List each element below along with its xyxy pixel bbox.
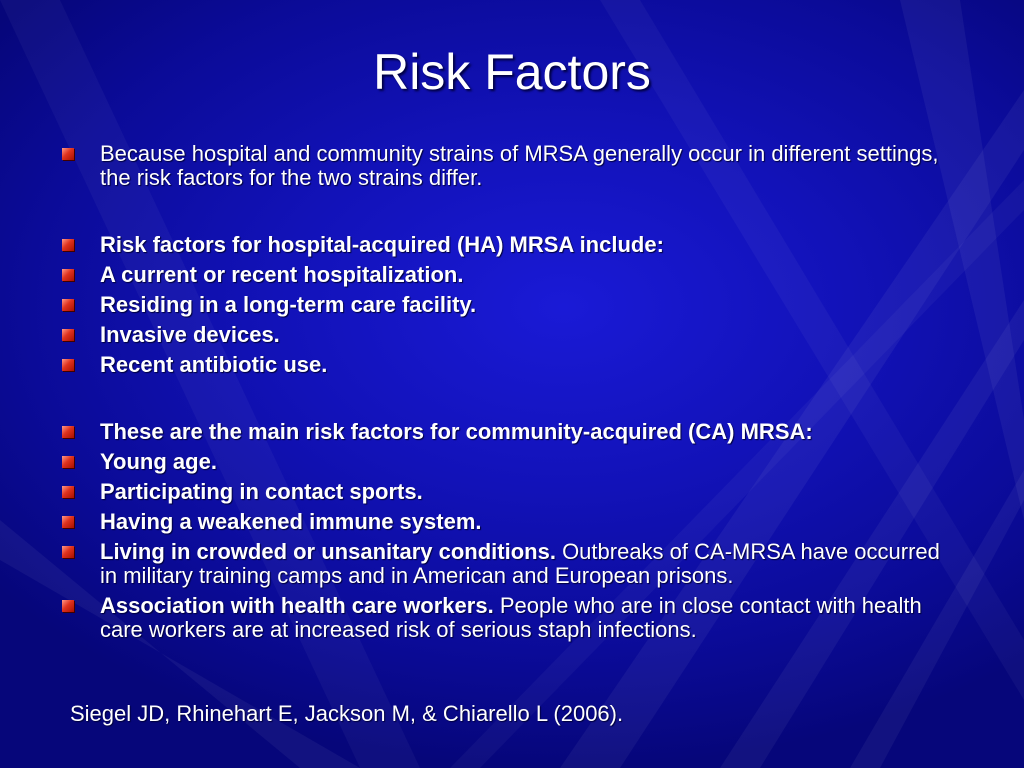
ca-item xyxy=(62,480,962,504)
bullet-icon xyxy=(62,359,74,371)
ca-heading: These are the main risk factors for community-acquired (CA) MRSA: xyxy=(100,419,813,444)
bullet-icon xyxy=(62,546,74,558)
ca-item-text: Participating in contact sports. xyxy=(100,479,423,504)
ha-item xyxy=(62,323,962,347)
ha-item xyxy=(62,353,962,377)
bullet-icon xyxy=(62,299,74,311)
ca-item xyxy=(62,450,962,474)
ha-item-text: Residing in a long-term care facility. xyxy=(100,292,477,317)
slide-body xyxy=(62,142,962,648)
bullet-icon xyxy=(62,239,74,251)
workers-bold-text: Association with health care workers. xyxy=(100,593,494,618)
crowded-bold-text: Living in crowded or unsanitary conditions. xyxy=(100,539,556,564)
bullet-icon xyxy=(62,486,74,498)
citation: Siegel JD, Rhinehart E, Jackson M, & Chiarello L (2006). xyxy=(70,701,624,726)
ca-item-text: Young age. xyxy=(100,449,217,474)
ha-item-text: A current or recent hospitalization. xyxy=(100,262,464,287)
ha-item xyxy=(62,293,962,317)
slide-title: Risk Factors xyxy=(373,44,651,100)
bullet-icon xyxy=(62,148,74,160)
bullet-icon xyxy=(62,516,74,528)
ca-item-crowded xyxy=(62,540,962,588)
ha-item xyxy=(62,263,962,287)
crowded-detail-text: Outbreaks of CA-MRSA have occurred in military training camps and in American and European prisons. xyxy=(100,539,940,588)
ca-item xyxy=(62,510,962,534)
ca-heading-bullet xyxy=(62,420,962,444)
intro-bullet xyxy=(62,142,962,190)
bullet-icon xyxy=(62,456,74,468)
bullet-icon xyxy=(62,329,74,341)
ha-heading: Risk factors for hospital-acquired (HA) MRSA include: xyxy=(100,232,664,257)
ca-item-workers xyxy=(62,594,962,642)
bullet-icon xyxy=(62,600,74,612)
workers-detail-text: People who are in close contact with health care workers are at increased risk of serious staph infections. xyxy=(100,593,922,642)
ha-heading-bullet xyxy=(62,233,962,257)
ha-item-text: Invasive devices. xyxy=(100,322,280,347)
ca-item-text: Having a weakened immune system. xyxy=(100,509,482,534)
bullet-icon xyxy=(62,426,74,438)
intro-text: Because hospital and community strains of MRSA generally occur in different settings, the risk factors for the two strains differ. xyxy=(100,141,939,190)
bullet-icon xyxy=(62,269,74,281)
ha-item-text: Recent antibiotic use. xyxy=(100,352,328,377)
